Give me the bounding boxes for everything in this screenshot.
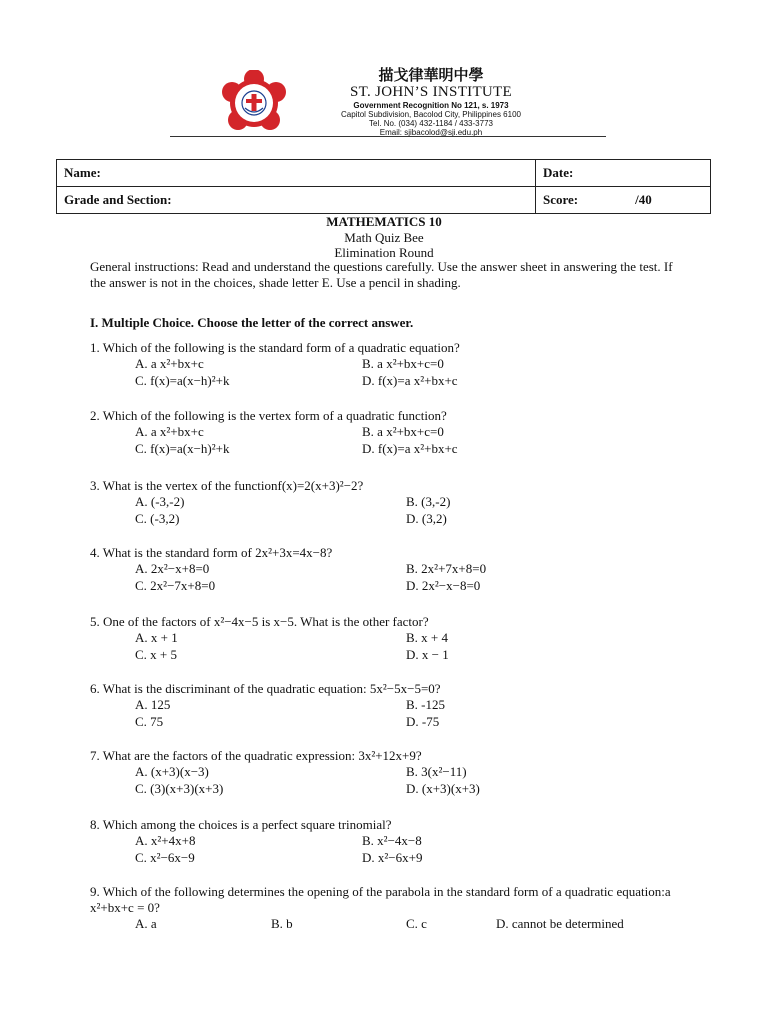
question-stem: 5. One of the factors of x²−4x−5 is x−5. What is the other factor? — [90, 614, 429, 629]
choice-b[interactable]: B. x²−4x−8 — [362, 833, 422, 848]
choice-b[interactable]: B. 2x²+7x+8=0 — [406, 561, 487, 576]
choice-d[interactable]: D. -75 — [406, 714, 440, 729]
choice-a[interactable]: A. a — [135, 916, 157, 931]
answer-choices — [90, 916, 680, 934]
round-title: Elimination Round — [334, 245, 434, 260]
school-address: Capitol Subdivision, Bacolod City, Philippines 6100 — [341, 110, 521, 119]
choice-c[interactable]: C. x + 5 — [135, 647, 178, 662]
answer-choices — [90, 356, 680, 392]
answer-choices — [90, 764, 680, 800]
question-5 — [90, 614, 680, 666]
question-stem: 8. Which among the choices is a perfect square trinomial? — [90, 817, 392, 832]
choice-d[interactable]: D. 2x²−x−8=0 — [406, 578, 481, 593]
choice-c[interactable]: C. f(x)=a(x−h)²+k — [135, 441, 230, 456]
question-2 — [90, 408, 680, 460]
answer-choices — [90, 424, 680, 460]
choice-b[interactable]: B. b — [271, 916, 293, 931]
answer-choices — [90, 630, 680, 666]
school-chinese-name: 描戈律華明中學 — [378, 66, 484, 84]
grade-section-label: Grade and Section: — [64, 192, 172, 207]
school-name: ST. JOHN’S INSTITUTE — [350, 84, 512, 100]
choice-c[interactable]: C. f(x)=a(x−h)²+k — [135, 373, 230, 388]
question-stem: 6. What is the discriminant of the quadratic equation: 5x²−5x−5=0? — [90, 681, 441, 696]
letterhead — [300, 66, 562, 137]
question-stem: 3. What is the vertex of the functionf(x)=2(x+3)²−2? — [90, 478, 364, 493]
question-3 — [90, 478, 680, 530]
choice-c[interactable]: C. c — [406, 916, 427, 931]
choice-a[interactable]: A. a x²+bx+c — [135, 424, 204, 439]
question-7 — [90, 748, 680, 800]
date-label: Date: — [543, 165, 574, 180]
answer-choices — [90, 494, 680, 530]
question-6 — [90, 681, 680, 733]
score-max: /40 — [635, 192, 652, 207]
answer-choices — [90, 697, 680, 733]
question-stem: 7. What are the factors of the quadratic expression: 3x²+12x+9? — [90, 748, 422, 763]
choice-c[interactable]: C. (-3,2) — [135, 511, 180, 526]
choice-c[interactable]: C. 75 — [135, 714, 164, 729]
choice-b[interactable]: B. (3,-2) — [406, 494, 451, 509]
question-1 — [90, 340, 680, 392]
choice-a[interactable]: A. (-3,-2) — [135, 494, 185, 509]
choice-d[interactable]: D. f(x)=a x²+bx+c — [362, 441, 458, 456]
score-label: Score: — [543, 192, 579, 207]
answer-choices — [90, 833, 680, 869]
choice-c[interactable]: C. x²−6x−9 — [135, 850, 195, 865]
score-field[interactable] — [536, 187, 711, 214]
choice-a[interactable]: A. 2x²−x+8=0 — [135, 561, 210, 576]
answer-choices — [90, 561, 680, 597]
letterhead-divider — [170, 136, 606, 137]
choice-a[interactable]: A. x + 1 — [135, 630, 178, 645]
choice-b[interactable]: B. a x²+bx+c=0 — [362, 424, 444, 439]
choice-c[interactable]: C. 2x²−7x+8=0 — [135, 578, 216, 593]
question-stem: 1. Which of the following is the standard form of a quadratic equation? — [90, 340, 460, 355]
name-label: Name: — [64, 165, 101, 180]
date-field[interactable] — [536, 160, 711, 187]
government-recognition: Government Recognition No 121, s. 1973 — [353, 101, 509, 110]
question-4 — [90, 545, 680, 597]
subject-title: MATHEMATICS 10 — [326, 214, 442, 229]
choice-a[interactable]: A. a x²+bx+c — [135, 356, 204, 371]
choice-c[interactable]: C. (3)(x+3)(x+3) — [135, 781, 224, 796]
student-info-table — [56, 159, 711, 214]
choice-d[interactable]: D. (x+3)(x+3) — [406, 781, 480, 796]
school-telephone: Tel. No. (034) 432-1184 / 433-3773 — [369, 119, 493, 128]
question-stem: 9. Which of the following determines the opening of the parabola in the standard form of a quadratic equation:a x²+bx+c = 0? — [90, 884, 671, 915]
question-stem: 4. What is the standard form of 2x²+3x=4x−8? — [90, 545, 333, 560]
question-8 — [90, 817, 680, 869]
choice-d[interactable]: D. cannot be determined — [496, 916, 624, 931]
choice-a[interactable]: A. (x+3)(x−3) — [135, 764, 209, 779]
name-field[interactable] — [57, 160, 536, 187]
school-email: Email: sjibacolod@sji.edu.ph — [379, 128, 483, 137]
quiz-titles — [0, 214, 768, 261]
choice-d[interactable]: D. x − 1 — [406, 647, 449, 662]
question-stem: 2. Which of the following is the vertex form of a quadratic function? — [90, 408, 447, 423]
school-logo — [218, 70, 290, 136]
event-title: Math Quiz Bee — [344, 229, 424, 245]
choice-a[interactable]: A. 125 — [135, 697, 171, 712]
choice-b[interactable]: B. -125 — [406, 697, 445, 712]
question-9 — [90, 884, 680, 934]
section-title: I. Multiple Choice. Choose the letter of the correct answer. — [90, 315, 414, 330]
choice-d[interactable]: D. x²−6x+9 — [362, 850, 423, 865]
choice-b[interactable]: B. 3(x²−11) — [406, 764, 467, 779]
choice-a[interactable]: A. x²+4x+8 — [135, 833, 196, 848]
choice-d[interactable]: D. f(x)=a x²+bx+c — [362, 373, 458, 388]
general-instructions: General instructions: Read and understand the questions carefully. Use the answer sheet in answering the test. If the answer is not in the choices, shade letter E. Use a pencil in shading. — [90, 259, 673, 290]
choice-d[interactable]: D. (3,2) — [406, 511, 447, 526]
grade-section-field[interactable] — [57, 187, 536, 214]
choice-b[interactable]: B. a x²+bx+c=0 — [362, 356, 444, 371]
choice-b[interactable]: B. x + 4 — [406, 630, 449, 645]
